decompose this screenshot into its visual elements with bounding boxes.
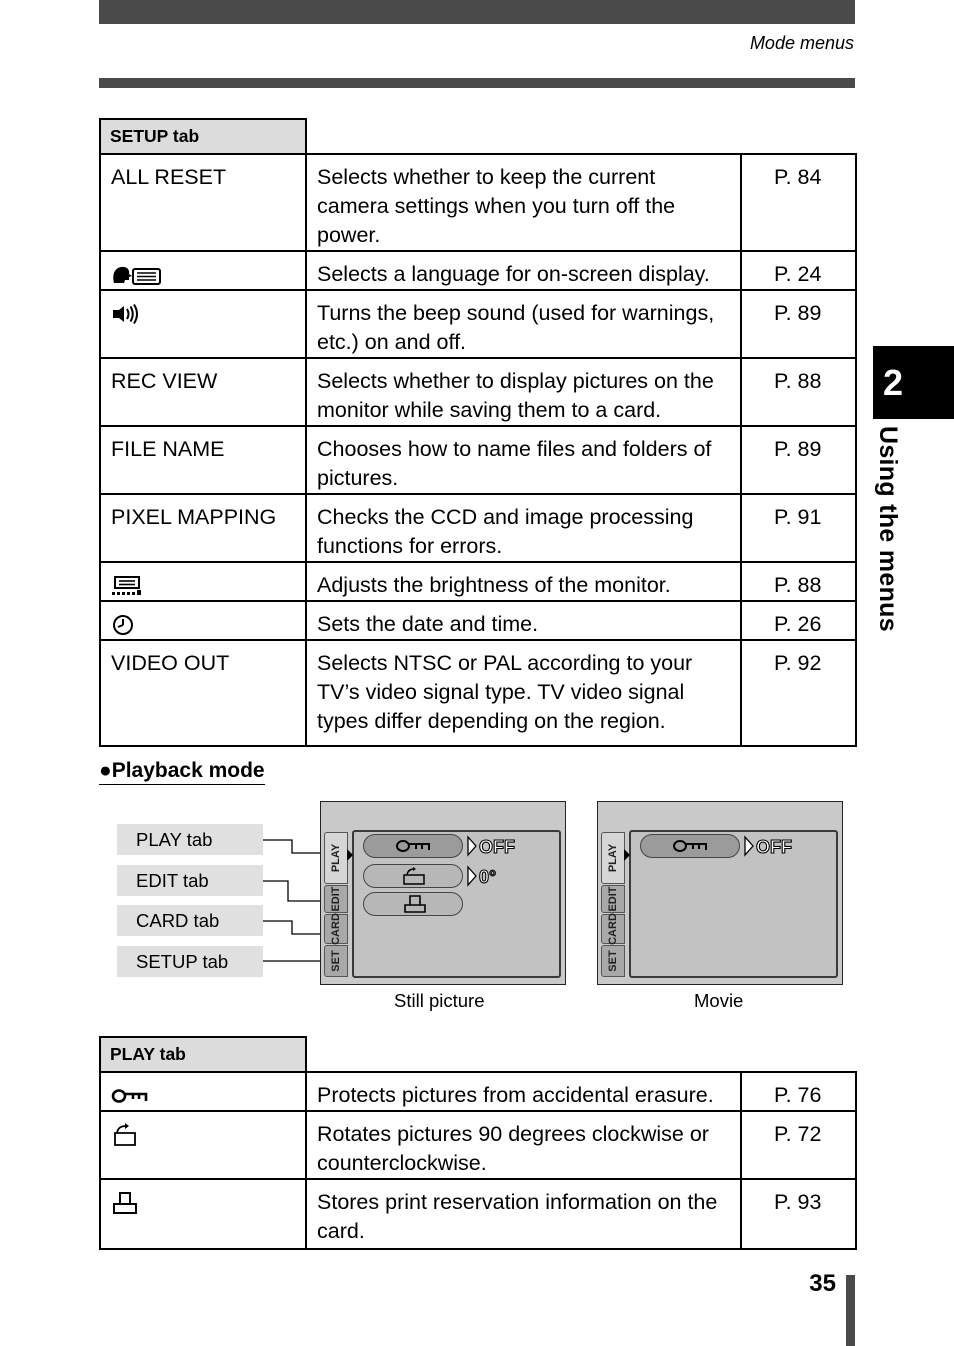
side-tab-edit: EDIT [601, 885, 625, 913]
menu-item-description: Sets the date and time. [306, 601, 741, 640]
chapter-number: 2 [873, 346, 954, 419]
edit-tab-label: EDIT tab [117, 865, 263, 896]
page-reference: P. 72 [741, 1111, 856, 1179]
play-tab-caption: PLAY tab [100, 1037, 306, 1072]
still-picture-screen [320, 801, 566, 985]
playback-mode-heading-text: Playback mode [111, 759, 265, 782]
menu-item-description: Selects a language for on-screen display. [306, 251, 741, 290]
protect-value [743, 834, 799, 858]
rotate-icon [111, 1123, 139, 1147]
menu-item-description: Checks the CCD and image processing functions for errors. [306, 494, 741, 562]
menu-item-name: REC VIEW [100, 358, 306, 426]
page-reference: P. 88 [741, 562, 856, 601]
page-reference: P. 89 [741, 426, 856, 494]
menu-item-description: Selects whether to display pictures on the monitor while saving them to a card. [306, 358, 741, 426]
table-caption-row [100, 1037, 856, 1072]
side-tab-set: SET [601, 945, 625, 977]
protect-menu-button[interactable] [363, 834, 463, 858]
selected-tab-arrow-icon [623, 848, 631, 862]
rotate-menu-button[interactable] [363, 864, 463, 888]
page-number-bar [846, 1275, 855, 1346]
play-tab-table [99, 1036, 857, 1250]
card-tab-label: CARD tab [117, 905, 263, 936]
menu-item-name: VIDEO OUT [100, 640, 306, 746]
menu-item-description: Chooses how to name files and folders of pictures. [306, 426, 741, 494]
menu-item-icon-cell [100, 1111, 306, 1179]
menu-item-description: Protects pictures from accidental erasure. [306, 1072, 741, 1111]
side-tab-play: PLAY [324, 832, 348, 884]
menu-item-description: Rotates pictures 90 degrees clockwise or counterclockwise. [306, 1111, 741, 1179]
protect-key-icon [396, 839, 432, 853]
protect-value [466, 834, 522, 858]
chapter-title-text: Using the menus [874, 426, 902, 632]
svg-text:0°: 0° [479, 867, 497, 887]
print-reservation-icon [402, 894, 428, 914]
bullet-icon: ● [99, 759, 112, 782]
menu-item-description: Turns the beep sound (used for warnings, etc.) on and off. [306, 290, 741, 358]
svg-text:OFF: OFF [756, 837, 792, 857]
rotate-value [466, 864, 506, 888]
header-title: Mode menus [749, 33, 854, 53]
setup-tab-caption: SETUP tab [100, 119, 306, 154]
menu-item-description: Selects NTSC or PAL according to your TV’s video signal type. TV video signal types differ depending on the region. [306, 640, 741, 746]
page-reference: P. 76 [741, 1072, 856, 1111]
page-reference: P. 91 [741, 494, 856, 562]
page-reference: P. 26 [741, 601, 856, 640]
page-reference: P. 89 [741, 290, 856, 358]
side-tab-edit: EDIT [324, 885, 348, 913]
svg-text:OFF: OFF [479, 837, 515, 857]
menu-item-name: FILE NAME [100, 426, 306, 494]
page-reference: P. 93 [741, 1179, 856, 1249]
selected-tab-arrow-icon [346, 848, 354, 862]
print-reservation-menu-button[interactable] [363, 892, 463, 916]
table-row [100, 1179, 856, 1249]
protect-key-icon [673, 839, 709, 853]
menu-item-name: ALL RESET [100, 154, 306, 251]
menu-item-description: Selects whether to keep the current camera settings when you turn off the power. [306, 154, 741, 251]
still-picture-caption: Still picture [394, 990, 485, 1011]
menu-item-description: Adjusts the brightness of the monitor. [306, 562, 741, 601]
page-reference: P. 88 [741, 358, 856, 426]
movie-screen [597, 801, 843, 985]
play-tab-label: PLAY tab [117, 824, 263, 855]
menu-item-icon-cell [100, 1072, 306, 1111]
protect-menu-button[interactable] [640, 834, 740, 858]
side-tab-card: CARD [324, 914, 348, 944]
table-row [100, 1072, 856, 1111]
setup-tab-label: SETUP tab [117, 946, 263, 977]
protect-key-icon [111, 1087, 149, 1105]
menu-item-icon-cell [100, 1179, 306, 1249]
side-tab-play: PLAY [601, 832, 625, 884]
rotate-icon [400, 867, 430, 885]
print-reservation-icon [111, 1191, 139, 1215]
page-reference: P. 24 [741, 251, 856, 290]
side-tab-set: SET [324, 945, 348, 977]
side-tab-card: CARD [601, 914, 625, 944]
table-row [100, 1111, 856, 1179]
page-reference: P. 92 [741, 640, 856, 746]
menu-item-description: Stores print reservation information on the card. [306, 1179, 741, 1249]
movie-caption: Movie [694, 990, 744, 1011]
page-reference: P. 84 [741, 154, 856, 251]
menu-item-name: PIXEL MAPPING [100, 494, 306, 562]
page-number: 35 [809, 1270, 836, 1297]
